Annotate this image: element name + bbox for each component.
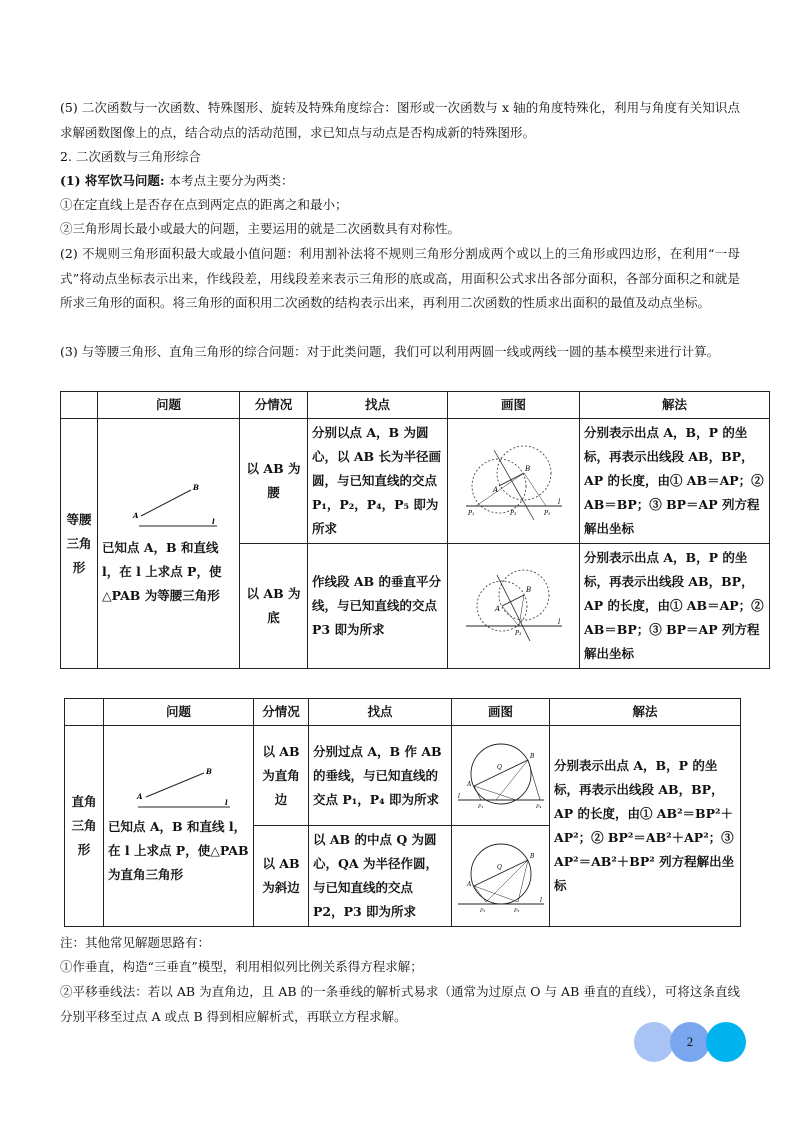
svg-text:l: l — [540, 897, 542, 904]
problem-text: 已知点 A，B 和直线 l，在 l 上求点 P，使△PAB 为等腰三角形 — [102, 539, 222, 603]
two-circles-figure — [464, 436, 564, 526]
case-as-leg: 以 AB 为腰 — [240, 419, 308, 544]
svg-text:A: A — [467, 881, 472, 888]
header-problem: 问题 — [104, 699, 254, 726]
find-as-base: 作线段 AB 的垂直平分线，与已知直线的交点 P3 即为所求 — [308, 544, 448, 669]
paragraph-2: (2) 不规则三角形面积最大或最小值问题：利用割补法将不规则三角形分割成两个或以上的三角形或四边形，在利用“一母式”将动点坐标表示出来，作线段差，用线段差来表示三角形的底或高，用面积公式求出各部分面积，各部分面积之和就是所求三角形的面积。将三角形的面积用二次函数的结构表示出来，再利用二次函数的性质求出面积的最值及动点坐标。 — [60, 246, 740, 310]
segment-ab-figure — [124, 765, 234, 815]
svg-text:A: A — [132, 510, 138, 520]
find-as-hypotenuse: 以 AB 的中点 Q 为圆心，QA 为半径作圆，与已知直线的交点 P2，P3 即为所求 — [309, 826, 452, 927]
header-drawing: 画图 — [452, 699, 550, 726]
right-triangle-table — [64, 698, 741, 927]
case-as-hypotenuse: 以 AB 为斜边 — [254, 826, 309, 927]
header-blank — [61, 392, 98, 419]
svg-text:P₂: P₂ — [480, 908, 486, 914]
drawing-as-hypotenuse — [452, 826, 550, 927]
svg-text:B: B — [205, 767, 212, 776]
paragraph-1-heading: (1) 将军饮马问题: — [60, 173, 165, 188]
svg-text:B: B — [530, 853, 535, 860]
isosceles-table — [60, 391, 770, 669]
category-isosceles: 等腰三角形 — [61, 419, 98, 669]
notes-title: 注：其他常见解题思路有： — [60, 935, 211, 950]
svg-text:l: l — [211, 516, 215, 526]
svg-text:A: A — [136, 792, 142, 801]
problem-text: 已知点 A，B 和直线 l，在 l 上求点 P，使△PAB 为直角三角形 — [108, 819, 249, 882]
svg-text:P₄: P₄ — [536, 803, 542, 810]
paragraph-5: (5) 二次函数与一次函数、特殊图形、旋转及特殊角度综合：图形或一次函数与 x 轴的角度特殊化，利用与角度有关知识点求解函数图像上的点，结合动点的活动范围，求已知点与动点是否构成新的特殊图形。 — [60, 100, 740, 140]
svg-text:Q: Q — [497, 763, 502, 771]
svg-text:l: l — [557, 498, 560, 506]
notes-item-1: ①作垂直，构造“三垂直”模型，利用相似列比例关系得方程求解； — [60, 959, 423, 974]
svg-text:P₅: P₅ — [543, 510, 550, 517]
right-leg-figure — [456, 736, 546, 816]
svg-text:B: B — [524, 465, 530, 473]
header-solution: 解法 — [550, 699, 741, 726]
perpendicular-bisector-figure — [464, 561, 564, 651]
svg-text:A: A — [494, 605, 500, 613]
case-as-right-leg: 以 AB 为直角边 — [254, 726, 309, 826]
header-find-point: 找点 — [309, 699, 452, 726]
svg-text:P₁: P₁ — [478, 803, 484, 810]
svg-text:P₁: P₁ — [467, 510, 474, 517]
page-number: 2 — [670, 1022, 710, 1062]
svg-text:B: B — [525, 586, 531, 594]
paragraph-1-item-a: ①在定直线上是否存在点到两定点的距离之和最小； — [60, 197, 348, 212]
pager-dot-right — [706, 1022, 746, 1062]
segment-ab-figure — [119, 480, 219, 536]
find-as-right-leg: 分别过点 A，B 作 AB 的垂线，与已知直线的交点 P₁，P₄ 即为所求 — [309, 726, 452, 826]
solution-right-triangle: 分别表示出点 A，B，P 的坐标，再表示出线段 AB，BP，AP 的长度，由① AB²＝BP²＋AP²；② BP²＝AB²＋AP²；③ AP²＝AB²＋BP² 列方程解出坐标 — [550, 726, 741, 927]
notes-item-2: ②平移垂线法：若以 AB 为直角边，且 AB 的一条垂线的解析式易求（通常为过原点 O 与 AB 垂直的直线），可将这条直线分别平移至过点 A 或点 B 得到相应解析式，再联立方程求解。 — [60, 984, 740, 1024]
header-drawing: 画图 — [448, 392, 580, 419]
svg-text:B: B — [192, 482, 199, 492]
pager-dot-left — [634, 1022, 674, 1062]
svg-text:P₃: P₃ — [514, 630, 521, 637]
paragraph-1-item-b: ②三角形周长最小或最大的问题，主要运用的就是二次函数具有对称性。 — [60, 221, 461, 236]
solution-as-leg: 分别表示出点 A，B，P 的坐标，再表示出线段 AB，BP，AP 的长度，由① AB＝AP；② AB＝BP；③ BP＝AP 列方程解出坐标 — [580, 419, 770, 544]
right-triangle-table-header — [65, 699, 741, 726]
category-right-triangle: 直角三角形 — [65, 726, 104, 927]
svg-text:A: A — [492, 486, 498, 494]
case-as-base: 以 AB 为底 — [240, 544, 308, 669]
svg-text:l: l — [224, 798, 228, 807]
svg-text:P₃: P₃ — [509, 510, 516, 517]
solution-as-base: 分别表示出点 A，B，P 的坐标，再表示出线段 AB，BP，AP 的长度，由① AB＝AP；② AB＝BP；③ BP＝AP 列方程解出坐标 — [580, 544, 770, 669]
table-row — [61, 419, 770, 544]
header-problem: 问题 — [98, 392, 240, 419]
paragraph-3: (3) 与等腰三角形、直角三角形的综合问题：对于此类问题，我们可以利用两圆一线或两线一圆的基本模型来进行计算。 — [60, 344, 720, 359]
header-case: 分情况 — [254, 699, 309, 726]
header-blank — [65, 699, 104, 726]
drawing-as-leg — [448, 419, 580, 544]
svg-text:Q: Q — [497, 864, 502, 871]
svg-text:P₃: P₃ — [514, 908, 520, 914]
header-case: 分情况 — [240, 392, 308, 419]
svg-text:l: l — [458, 792, 460, 800]
svg-text:B: B — [530, 752, 535, 760]
drawing-as-base — [448, 544, 580, 669]
svg-text:l: l — [557, 618, 560, 626]
find-as-leg: 分别以点 A，B 为圆心，以 AB 长为半径画圆，与已知直线的交点 P₁，P₂，P₄，P₅ 即为所求 — [308, 419, 448, 544]
isosceles-table-header — [61, 392, 770, 419]
svg-text:A: A — [467, 780, 472, 788]
drawing-as-right-leg — [452, 726, 550, 826]
header-find-point: 找点 — [308, 392, 448, 419]
hypotenuse-figure — [456, 836, 546, 916]
table-row — [65, 726, 741, 826]
problem-cell — [104, 726, 254, 927]
paragraph-1 — [60, 169, 740, 194]
problem-cell — [98, 419, 240, 669]
section-2-heading: 2. 二次函数与三角形综合 — [60, 149, 201, 164]
paragraph-1-text: 本考点主要分为两类： — [164, 173, 294, 188]
header-solution: 解法 — [580, 392, 770, 419]
